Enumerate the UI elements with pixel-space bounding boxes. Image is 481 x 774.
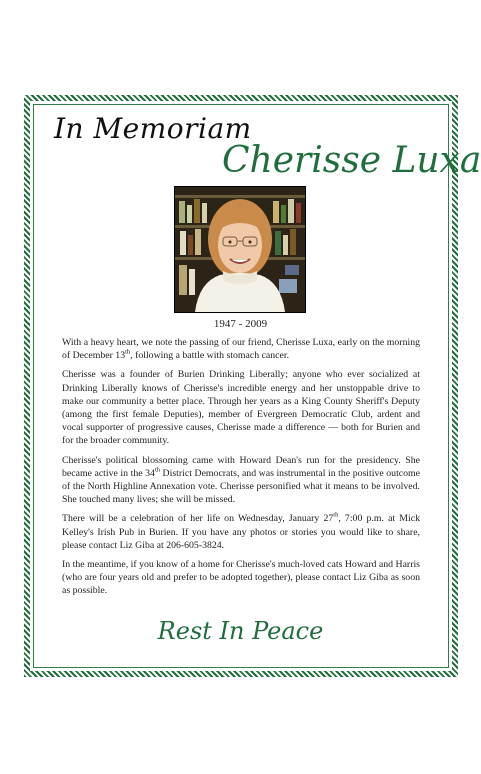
paragraph-cats: In the meantime, if you know of a home for Cherisse's much-loved cats Howard and Harris (who are four years old and prefer to be adopted together), please contact Liz Giba as soon as possible. [62, 559, 420, 597]
paragraph-celebration: There will be a celebration of her life on Wednesday, January 27th, 7:00 p.m. at Mick Kelley's Irish Pub in Burien. If you have any photos or stories you would like to share, please contact Liz Giba at 206-605-3824. [62, 512, 420, 551]
paragraph-founder: Cherisse was a founder of Burien Drinking Liberally; anyone who ever socialized at Drinking Liberally knows of Cherisse's incredible energy and her unstoppable drive to make our community a better place. Through her years as a King County Sheriff's Deputy (among the first female Deputies), member of Evergreen Democratic Club, ardent and vocal supporter of progressive causes, Cherisse made a difference — both for Burien and for the broader community. [62, 369, 420, 447]
life-years: 1947 - 2009 [213, 318, 268, 330]
honoree-name-heading: Cherisse Luxa [222, 140, 481, 181]
obituary-body [62, 336, 420, 604]
portrait-photo [174, 186, 306, 313]
paragraph-political: Cherisse's political blossoming came with Howard Dean's run for the presidency. She became active in the 34th District Democrats, and was instrumental in the positive outcome of the North Highline Annexation vote. Cherisse personified what it means to be involved. She touched many lives; she will be missed. [62, 454, 421, 506]
paragraph-passing: With a heavy heart, we note the passing of our friend, Cherisse Luxa, early on the morning of December 13th, following a battle with stomach cancer. [62, 337, 420, 362]
rest-in-peace-heading: Rest In Peace [157, 617, 324, 645]
in-memoriam-heading: In Memoriam [54, 112, 252, 145]
portrait-illustration [175, 187, 305, 312]
